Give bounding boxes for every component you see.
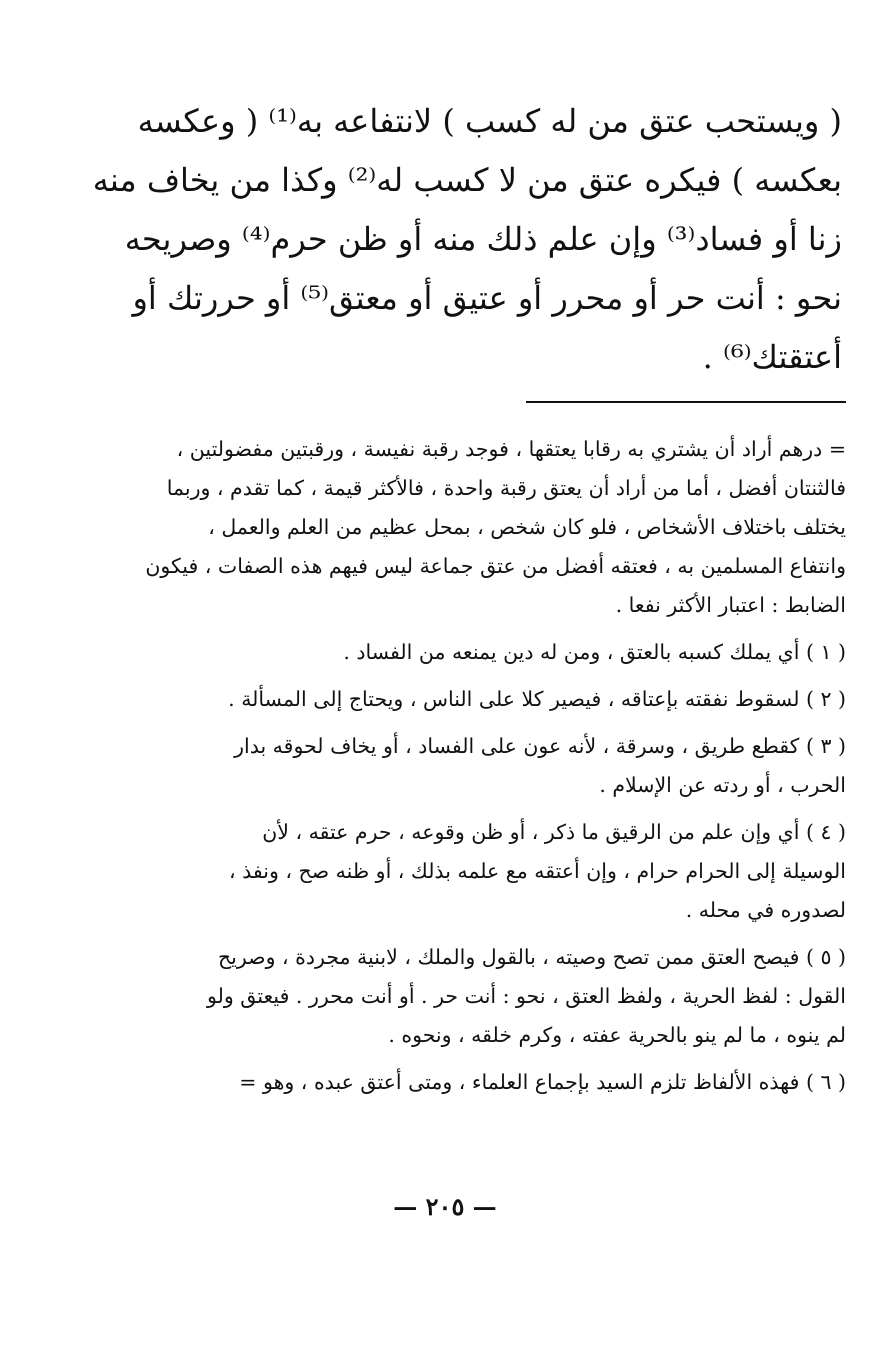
footnote-5 xyxy=(46,938,846,1055)
footnote-separator xyxy=(526,401,846,403)
footnote-line: = درهم أراد أن يشتري به رقابا يعتقها ، فوجد رقبة نفيسة ، ورقبتين مفضولتين ، xyxy=(176,437,846,461)
footnote-line: الضابط : اعتبار الأكثر نفعا . xyxy=(615,593,846,617)
footnote-4 xyxy=(46,813,846,930)
main-text-line: أعتقتك⁽⁶⁾ . xyxy=(702,338,842,376)
main-text-line: نحو : أنت حر أو محرر أو عتيق أو معتق⁽⁵⁾ أو حررتك أو xyxy=(132,279,842,317)
page-number: — ٢٠٥ — xyxy=(393,1192,497,1221)
footnote-line: يختلف باختلاف الأشخاص ، فلو كان شخص ، بمحل عظيم من العلم والعمل ، xyxy=(208,515,846,539)
footnote-line: القول : لفظ الحرية ، ولفظ العتق ، نحو : أنت حر . أو أنت محرر . فيعتق ولو xyxy=(206,984,846,1008)
footnote-line: ( ٣ ) كقطع طريق ، وسرقة ، لأنه عون على الفساد ، أو يخاف لحوقه بدار xyxy=(234,734,846,758)
footnote-3 xyxy=(46,727,846,805)
main-text-line: ( ويستحب عتق من له كسب ) لانتفاعه به⁽¹⁾ ( وعكسه xyxy=(137,102,842,140)
main-text xyxy=(92,92,842,387)
footnote-line: وانتفاع المسلمين به ، فعتقه أفضل من عتق جماعة ليس فيهم هذه الصفات ، فيكون xyxy=(145,554,846,578)
footnote-line: لم ينوه ، ما لم ينو بالحرية عفته ، وكرم خلقه ، ونحوه . xyxy=(388,1023,846,1047)
footnote-line: ( ١ ) أي يملك كسبه بالعتق ، ومن له دين يمنعه من الفساد . xyxy=(343,640,846,664)
footnote-line: لصدوره في محله . xyxy=(685,898,846,922)
footnote-line: الحرب ، أو ردته عن الإسلام . xyxy=(599,773,846,797)
footnote-6 xyxy=(46,1063,846,1102)
footnote-line: الوسيلة إلى الحرام حرام ، وإن أعتقه مع علمه بذلك ، أو ظنه صح ، ونفذ ، xyxy=(228,859,846,883)
footnote-continuation xyxy=(46,430,846,625)
main-text-line: بعكسه ) فيكره عتق من لا كسب له⁽²⁾ وكذا من يخاف منه xyxy=(92,161,842,199)
footnotes xyxy=(46,430,846,1110)
footnote-line: ( ٤ ) أي وإن علم من الرقيق ما ذكر ، أو ظن وقوعه ، حرم عتقه ، لأن xyxy=(262,820,846,844)
footnote-1 xyxy=(46,633,846,672)
footnote-line: ( ٥ ) فيصح العتق ممن تصح وصيته ، بالقول والملك ، لابنية مجردة ، وصريح xyxy=(217,945,846,969)
main-text-line: زنا أو فساد⁽³⁾ وإن علم ذلك منه أو ظن حرم⁽⁴⁾ وصريحه xyxy=(124,220,842,258)
footnote-line: فالثنتان أفضل ، أما من أراد أن يعتق رقبة واحدة ، فالأكثر قيمة ، كما تقدم ، وربما xyxy=(166,476,846,500)
footnote-line: ( ٢ ) لسقوط نفقته بإعتاقه ، فيصير كلا على الناس ، ويحتاج إلى المسألة . xyxy=(228,687,846,711)
footnote-line: ( ٦ ) فهذه الألفاظ تلزم السيد بإجماع العلماء ، ومتى أعتق عبده ، وهو = xyxy=(239,1070,846,1094)
footnote-2 xyxy=(46,680,846,719)
